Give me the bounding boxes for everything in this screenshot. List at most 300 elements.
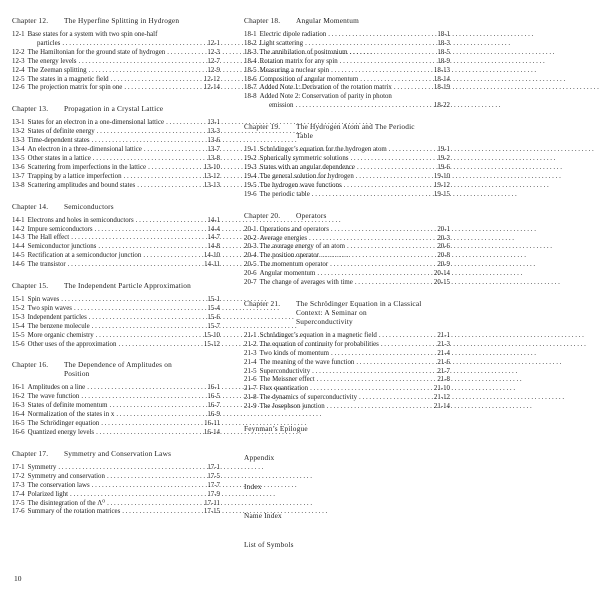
section-page: 21-3 bbox=[437, 340, 450, 348]
dot-leader bbox=[122, 508, 200, 517]
chapter-title-line: Propagation in a Crystal Lattice bbox=[64, 104, 164, 114]
toc-entry[interactable] bbox=[244, 102, 450, 111]
chapter-section bbox=[12, 449, 220, 517]
section-page: 15-10 bbox=[203, 331, 220, 339]
section-page: 15-6 bbox=[207, 313, 220, 321]
section-page: 18-14 bbox=[433, 75, 450, 83]
toc-entry[interactable] bbox=[244, 385, 450, 394]
toc-entry[interactable] bbox=[12, 332, 220, 341]
section-page: 21-4 bbox=[437, 349, 450, 357]
section-number: 17-1 bbox=[12, 463, 25, 471]
toc-entry[interactable] bbox=[12, 40, 220, 49]
chapter-number: Chapter 21. bbox=[244, 298, 281, 308]
toc-entry[interactable] bbox=[12, 119, 220, 128]
toc-entry[interactable] bbox=[12, 341, 220, 350]
dot-leader bbox=[310, 385, 430, 394]
section-number: 12-2 bbox=[12, 48, 25, 56]
back-matter-item[interactable]: Feynman’s Epilogue bbox=[244, 424, 308, 434]
toc-entry[interactable] bbox=[12, 473, 220, 482]
dot-leader bbox=[70, 491, 200, 500]
dot-leader bbox=[330, 261, 430, 270]
toc-entry[interactable] bbox=[12, 84, 220, 93]
section-title: The equation of continuity for probabilities bbox=[259, 340, 379, 348]
section-title: Polarized light bbox=[27, 490, 69, 498]
toc-entry[interactable] bbox=[12, 384, 220, 393]
section-page: 20-3 bbox=[437, 234, 450, 242]
chapter-number: Chapter 18. bbox=[244, 16, 281, 25]
section-page: 13-7 bbox=[207, 146, 220, 154]
section-number: 17-5 bbox=[12, 499, 25, 507]
section-page: 15-12 bbox=[203, 340, 220, 348]
toc-entry[interactable] bbox=[12, 482, 220, 491]
dot-leader bbox=[96, 429, 200, 438]
section-page: 20-9 bbox=[437, 261, 450, 269]
section-title: Flux quantization bbox=[259, 385, 309, 393]
section-page: 18-3 bbox=[437, 39, 450, 47]
section-title: The energy levels bbox=[27, 57, 77, 65]
section-page: 16-1 bbox=[207, 384, 220, 392]
toc-entry[interactable] bbox=[12, 49, 220, 58]
chapter-title-line: The Hydrogen Atom and The Periodic bbox=[296, 122, 415, 132]
section-page: 13-13 bbox=[203, 181, 220, 189]
toc-entry[interactable] bbox=[244, 261, 450, 270]
section-number: 21-2 bbox=[244, 340, 257, 348]
toc-entry[interactable] bbox=[12, 411, 220, 420]
section-page: 15-4 bbox=[207, 304, 220, 312]
section-number: 12-1 bbox=[12, 31, 25, 38]
dot-leader bbox=[305, 40, 430, 49]
section-number: 17-2 bbox=[12, 472, 25, 480]
toc-entry[interactable] bbox=[12, 67, 220, 76]
dot-leader bbox=[356, 173, 430, 182]
section-page: 21-7 bbox=[437, 367, 450, 375]
toc-entry[interactable] bbox=[12, 226, 220, 235]
section-page: 14-4 bbox=[207, 225, 220, 233]
section-page: 21-1 bbox=[437, 331, 450, 339]
dot-leader bbox=[93, 155, 200, 164]
toc-entry[interactable] bbox=[244, 394, 450, 403]
section-number: 19-4 bbox=[244, 172, 257, 180]
section-title: emission bbox=[269, 102, 294, 110]
toc-entry[interactable] bbox=[12, 464, 220, 473]
chapter-number: Chapter 16. bbox=[12, 360, 49, 370]
section-page: 14-11 bbox=[204, 261, 220, 269]
dot-leader bbox=[124, 84, 200, 93]
dot-leader bbox=[356, 359, 430, 368]
toc-entry[interactable] bbox=[244, 93, 450, 102]
dot-leader bbox=[96, 332, 200, 341]
section-number: 12-6 bbox=[12, 84, 25, 92]
toc-entry[interactable] bbox=[12, 402, 220, 411]
section-page: 17-15 bbox=[203, 508, 220, 516]
section-page: 18-1 bbox=[437, 31, 450, 38]
toc-entry[interactable] bbox=[12, 234, 220, 243]
toc-entry[interactable] bbox=[244, 376, 450, 385]
section-number: 16-1 bbox=[12, 384, 25, 392]
section-number: 13-5 bbox=[12, 154, 25, 162]
toc-entry[interactable] bbox=[244, 31, 450, 40]
section-page: 14-10 bbox=[203, 252, 220, 260]
toc-entry[interactable] bbox=[244, 49, 450, 58]
section-title: The benzene molecule bbox=[27, 322, 90, 330]
chapter-title-line: Position bbox=[64, 369, 90, 379]
chapter-title bbox=[296, 211, 450, 220]
section-title: States of definite momentum bbox=[27, 402, 108, 410]
toc-entry[interactable] bbox=[244, 164, 450, 173]
dot-leader bbox=[317, 270, 430, 279]
section-number: 20-5 bbox=[244, 261, 257, 269]
back-matter-item[interactable]: List of Symbols bbox=[244, 540, 294, 550]
section-number: 21-3 bbox=[244, 349, 257, 357]
dot-leader bbox=[357, 164, 430, 173]
toc-entry[interactable] bbox=[244, 155, 450, 164]
toc-entry[interactable] bbox=[12, 182, 220, 191]
section-title: The wave function bbox=[27, 393, 80, 401]
dot-leader bbox=[359, 394, 430, 403]
dot-leader bbox=[111, 76, 200, 85]
chapter-section bbox=[12, 16, 220, 93]
dot-leader bbox=[309, 235, 430, 244]
back-matter bbox=[244, 424, 450, 549]
dot-leader bbox=[68, 261, 200, 270]
section-title: States of definite energy bbox=[27, 128, 95, 136]
chapter-heading bbox=[12, 16, 220, 25]
section-title: The Josephson junction bbox=[259, 403, 325, 411]
section-title: The Schrödinger equation bbox=[27, 420, 100, 428]
section-number: 21-9 bbox=[244, 403, 257, 411]
section-number: 18-7 bbox=[244, 84, 257, 92]
section-title: The annihilation of positronium bbox=[259, 48, 348, 56]
section-title: The Zeeman splitting bbox=[27, 66, 87, 74]
toc-entry[interactable] bbox=[244, 350, 450, 359]
section-number: 16-4 bbox=[12, 411, 25, 419]
section-title: States for an electron in a one-dimensional lattice bbox=[27, 119, 165, 127]
section-title: Electric dipole radiation bbox=[259, 31, 327, 38]
toc-entry[interactable] bbox=[12, 323, 220, 332]
dot-leader bbox=[97, 128, 200, 137]
section-title: The projection matrix for spin one bbox=[27, 84, 123, 92]
section-title: The momentum operator bbox=[259, 261, 329, 269]
section-title: Normalization of the states in x bbox=[27, 411, 115, 419]
section-title: The average energy of an atom bbox=[259, 243, 346, 251]
toc-entry[interactable] bbox=[244, 146, 450, 155]
section-title: Two kinds of momentum bbox=[259, 349, 330, 357]
chapter-title-line: Superconductivity bbox=[296, 316, 353, 326]
toc-entry[interactable] bbox=[12, 305, 220, 314]
toc-entry[interactable] bbox=[12, 314, 220, 323]
section-title: Angular momentum bbox=[259, 270, 316, 278]
section-title: Schrödinger’s equation for the hydrogen atom bbox=[259, 146, 387, 154]
section-title: The conservation laws bbox=[27, 481, 90, 489]
section-title: Added Note 1: Derivation of the rotation matrix bbox=[259, 84, 392, 92]
chapter-title-line: The Independent Particle Approximation bbox=[64, 281, 191, 291]
section-page: 21-14 bbox=[433, 403, 450, 411]
toc-entry[interactable] bbox=[12, 164, 220, 173]
dot-leader bbox=[331, 226, 430, 235]
section-page: 20-6 bbox=[437, 243, 450, 251]
chapter-heading bbox=[12, 104, 220, 113]
chapter-section bbox=[244, 211, 450, 288]
chapter-number: Chapter 17. bbox=[12, 448, 49, 458]
chapter-heading bbox=[12, 360, 220, 378]
section-number: 20-6 bbox=[244, 270, 257, 278]
chapter-title-line: Angular Momentum bbox=[296, 16, 359, 25]
toc-entry[interactable] bbox=[244, 226, 450, 235]
chapter-title-line: Operators bbox=[296, 210, 327, 220]
section-title: Other uses of the approximation bbox=[27, 340, 117, 348]
toc-entry[interactable] bbox=[12, 296, 220, 305]
toc-entry[interactable] bbox=[244, 84, 450, 93]
section-title: More organic chemistry bbox=[27, 331, 94, 339]
section-number: 15-1 bbox=[12, 296, 25, 304]
section-title: The transistor bbox=[27, 261, 66, 269]
section-number: 13-8 bbox=[12, 181, 25, 189]
section-page: 13-8 bbox=[207, 154, 220, 162]
dot-leader bbox=[394, 84, 430, 93]
section-page: 21-10 bbox=[433, 385, 450, 393]
section-title: Composition of angular momentum bbox=[259, 75, 359, 83]
dot-leader bbox=[355, 279, 430, 288]
dot-leader bbox=[331, 67, 430, 76]
toc-entry[interactable] bbox=[12, 155, 220, 164]
section-title: The Hall effect bbox=[27, 234, 70, 242]
section-page: 21-8 bbox=[437, 376, 450, 384]
toc-right-column bbox=[244, 16, 450, 569]
section-number: 15-5 bbox=[12, 331, 25, 339]
dot-leader bbox=[107, 500, 200, 509]
toc-entry[interactable] bbox=[12, 146, 220, 155]
dot-leader bbox=[89, 314, 200, 323]
section-page: 18-22 bbox=[433, 102, 450, 110]
section-number: 21-1 bbox=[244, 331, 257, 339]
chapter-heading bbox=[12, 202, 220, 211]
section-number: 19-2 bbox=[244, 155, 257, 163]
section-page: 20-8 bbox=[437, 252, 450, 260]
toc-entry[interactable] bbox=[244, 279, 450, 288]
chapter-title-line: The Hyperfine Splitting in Hydrogen bbox=[64, 16, 180, 25]
section-title: Rectification at a semiconductor junction bbox=[27, 252, 142, 260]
section-page: 17-5 bbox=[207, 472, 220, 480]
toc-entry[interactable] bbox=[12, 420, 220, 429]
dot-leader bbox=[296, 102, 430, 111]
section-number: 14-3 bbox=[12, 234, 25, 242]
page-number: 10 bbox=[14, 574, 22, 583]
section-title: Independent particles bbox=[27, 313, 87, 321]
toc-entry[interactable] bbox=[12, 252, 220, 261]
section-title: Two spin waves bbox=[27, 304, 72, 312]
section-title: Schrödinger’s equation in a magnetic field bbox=[259, 331, 377, 339]
section-title: Spin waves bbox=[27, 296, 60, 304]
toc-entry[interactable] bbox=[12, 217, 220, 226]
chapter-number: Chapter 12. bbox=[12, 16, 49, 25]
chapter-heading bbox=[244, 211, 450, 220]
section-page: 20-15 bbox=[433, 279, 450, 287]
section-page: 14-8 bbox=[207, 243, 220, 251]
toc-entry[interactable] bbox=[244, 332, 450, 341]
section-page: 19-12 bbox=[433, 181, 450, 189]
section-title: States with an angular dependence bbox=[259, 163, 355, 171]
dot-leader bbox=[389, 146, 430, 155]
toc-entry[interactable] bbox=[12, 508, 220, 517]
section-title: The Hamiltonian for the ground state of hydrogen bbox=[27, 48, 166, 56]
toc-entry[interactable] bbox=[244, 191, 450, 200]
section-title: Quantized energy levels bbox=[27, 429, 95, 436]
section-title: Added Note 2: Conservation of parity in photon bbox=[259, 93, 392, 101]
toc-entry[interactable] bbox=[244, 368, 450, 377]
toc-entry[interactable] bbox=[244, 359, 450, 368]
toc-entry[interactable] bbox=[244, 182, 450, 191]
section-number: 16-6 bbox=[12, 429, 25, 436]
back-matter-item[interactable]: Name Index bbox=[244, 511, 282, 521]
section-page: 13-1 bbox=[207, 119, 220, 127]
chapter-title bbox=[296, 299, 450, 326]
dot-leader bbox=[350, 155, 430, 164]
toc-entry[interactable] bbox=[12, 429, 220, 438]
chapter-number: Chapter 19. bbox=[244, 122, 281, 132]
chapter-section bbox=[12, 281, 220, 349]
toc-entry[interactable] bbox=[12, 491, 220, 500]
toc-entry[interactable] bbox=[12, 261, 220, 270]
chapter-heading bbox=[244, 299, 450, 326]
section-title: Spherically symmetric solutions bbox=[259, 155, 349, 163]
toc-entry[interactable] bbox=[12, 31, 220, 40]
section-title: Base states for a system with two spin one-half bbox=[27, 31, 158, 38]
chapter-heading bbox=[12, 281, 220, 290]
chapter-section bbox=[244, 299, 450, 412]
chapter-section bbox=[244, 122, 450, 199]
section-title: The meaning of the wave function bbox=[259, 358, 355, 366]
section-title: Average energies bbox=[259, 234, 308, 242]
dot-leader bbox=[62, 40, 200, 49]
section-number: 14-4 bbox=[12, 243, 25, 251]
toc-entry[interactable] bbox=[12, 137, 220, 146]
chapter-title-line: The Schrödinger Equation in a Classical bbox=[296, 298, 422, 308]
section-page: 19-2 bbox=[437, 155, 450, 163]
dot-leader bbox=[360, 76, 430, 85]
section-number: 21-5 bbox=[244, 367, 257, 375]
section-number: 13-6 bbox=[12, 163, 25, 171]
section-page: 19-6 bbox=[437, 163, 450, 171]
toc-entry[interactable] bbox=[244, 76, 450, 85]
section-title: Operations and operators bbox=[259, 225, 329, 233]
toc-entry[interactable] bbox=[244, 58, 450, 67]
dot-leader bbox=[331, 350, 430, 359]
dot-leader bbox=[148, 164, 200, 173]
toc-entry[interactable] bbox=[12, 58, 220, 67]
chapter-number: Chapter 14. bbox=[12, 201, 49, 211]
chapter-number: Chapter 15. bbox=[12, 281, 49, 291]
dot-leader bbox=[98, 243, 200, 252]
section-number: 12-4 bbox=[12, 66, 25, 74]
section-page: 20-1 bbox=[437, 225, 450, 233]
section-page: 16-7 bbox=[207, 402, 220, 410]
toc-entry[interactable] bbox=[244, 67, 450, 76]
back-matter-item[interactable]: Index bbox=[244, 482, 262, 492]
section-page: 19-10 bbox=[433, 172, 450, 180]
section-title: Symmetry and conservation bbox=[27, 472, 105, 480]
chapter-title bbox=[64, 202, 220, 211]
chapter-heading bbox=[244, 16, 450, 25]
section-number: 17-4 bbox=[12, 490, 25, 498]
toc-entry[interactable] bbox=[244, 235, 450, 244]
toc-entry[interactable] bbox=[12, 500, 220, 509]
dot-leader bbox=[61, 296, 200, 305]
toc-entry[interactable] bbox=[244, 341, 450, 350]
chapter-title-line: Semiconductors bbox=[64, 201, 114, 211]
chapter-number: Chapter 13. bbox=[12, 104, 49, 114]
section-number: 12-5 bbox=[12, 75, 25, 83]
section-page: 21-6 bbox=[437, 358, 450, 366]
back-matter-item[interactable]: Appendix bbox=[244, 453, 275, 463]
dot-leader bbox=[71, 234, 200, 243]
section-title: Symmetry bbox=[27, 463, 57, 471]
dot-leader bbox=[321, 252, 430, 261]
section-page: 16-5 bbox=[207, 393, 220, 401]
section-number: 15-2 bbox=[12, 304, 25, 312]
section-number: 15-6 bbox=[12, 340, 25, 348]
section-number: 17-3 bbox=[12, 481, 25, 489]
section-title: Time-dependent states bbox=[27, 137, 90, 145]
section-page: 12-3 bbox=[207, 48, 220, 56]
dot-leader bbox=[166, 119, 200, 128]
section-number: 18-2 bbox=[244, 39, 257, 47]
section-page: 16-14 bbox=[203, 429, 220, 436]
toc-entry[interactable] bbox=[12, 173, 220, 182]
dot-leader bbox=[349, 49, 430, 58]
dot-leader bbox=[95, 226, 200, 235]
chapter-section bbox=[12, 202, 220, 270]
chapter-title-line: The Dependence of Amplitudes on bbox=[64, 360, 172, 370]
dot-leader bbox=[92, 323, 200, 332]
dot-leader bbox=[87, 384, 200, 393]
section-title: The general solution for hydrogen bbox=[259, 172, 354, 180]
section-title: The position operator bbox=[259, 252, 319, 260]
dot-leader bbox=[312, 368, 430, 377]
dot-leader bbox=[379, 332, 430, 341]
section-number: 18-4 bbox=[244, 57, 257, 65]
section-page: 13-6 bbox=[207, 137, 220, 145]
toc-entry[interactable] bbox=[12, 243, 220, 252]
section-title: Light scattering bbox=[259, 39, 304, 47]
toc-entry[interactable] bbox=[244, 173, 450, 182]
section-page: 14-7 bbox=[207, 234, 220, 242]
section-title: Measuring a nuclear spin bbox=[259, 66, 330, 74]
section-number: 14-2 bbox=[12, 225, 25, 233]
section-page: 12-14 bbox=[203, 84, 220, 92]
toc-entry[interactable] bbox=[244, 40, 450, 49]
toc-entry[interactable] bbox=[244, 270, 450, 279]
chapter-title bbox=[64, 104, 220, 113]
section-number: 17-6 bbox=[12, 508, 25, 516]
toc-entry[interactable] bbox=[244, 243, 450, 252]
toc-entry[interactable] bbox=[12, 128, 220, 137]
section-page: 12-1 bbox=[207, 39, 220, 47]
section-number: 13-3 bbox=[12, 137, 25, 145]
toc-entry[interactable] bbox=[12, 76, 220, 85]
section-number: 15-4 bbox=[12, 322, 25, 330]
toc-entry[interactable] bbox=[12, 393, 220, 402]
dot-leader bbox=[167, 49, 200, 58]
section-number: 16-3 bbox=[12, 402, 25, 410]
dot-leader bbox=[89, 67, 200, 76]
toc-entry[interactable] bbox=[244, 403, 450, 412]
section-title: The dynamics of superconductivity bbox=[259, 394, 358, 402]
chapter-section bbox=[12, 104, 220, 190]
dot-leader bbox=[101, 420, 200, 429]
toc-entry[interactable] bbox=[244, 252, 450, 261]
section-title: Impure semiconductors bbox=[27, 225, 93, 233]
chapter-title-line: Symmetry and Conservation Laws bbox=[64, 448, 172, 458]
